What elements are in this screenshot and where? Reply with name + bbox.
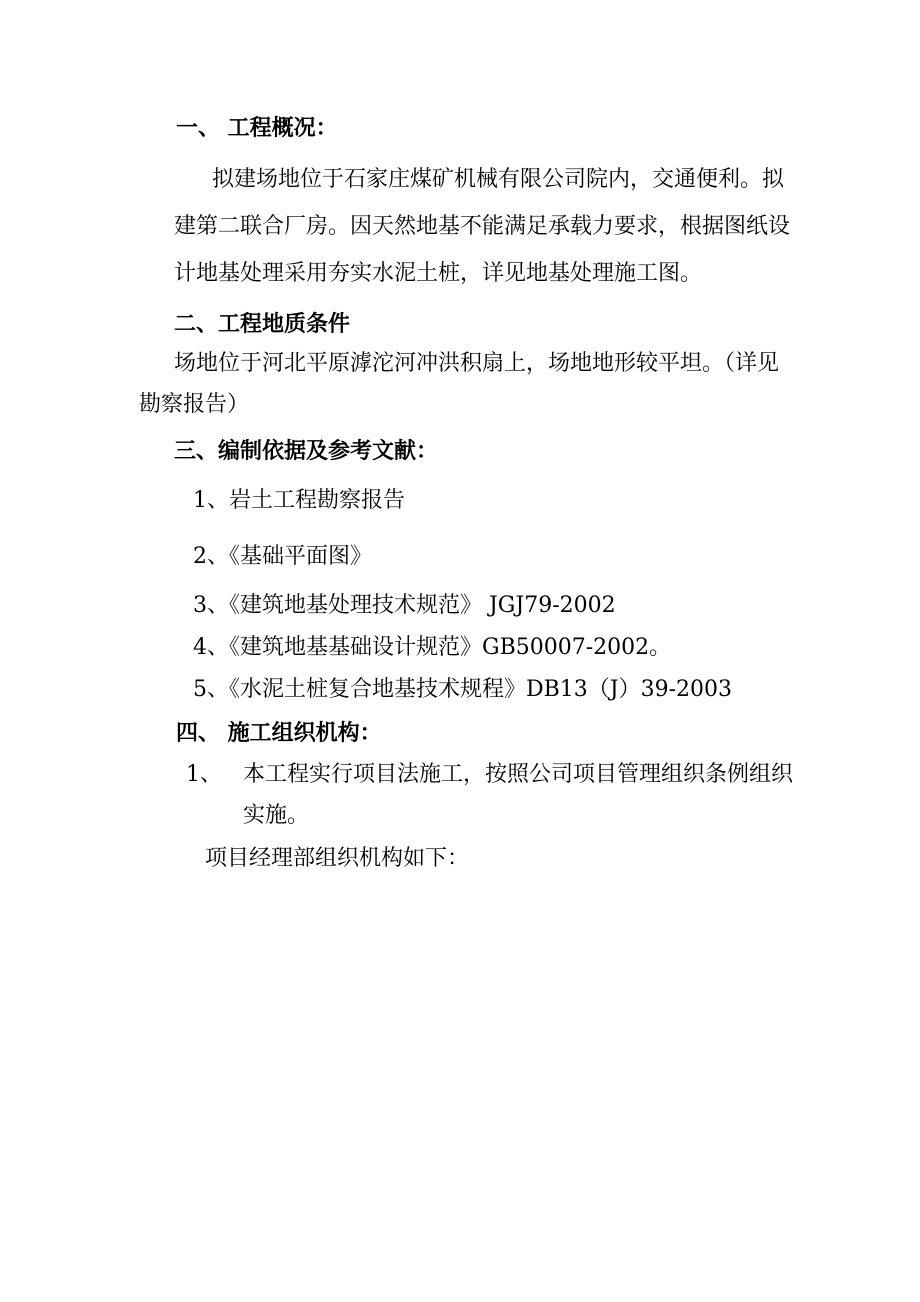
section-4-item-line-1: 本工程实行项目法施工，按照公司项目管理组织条例组织: [243, 762, 794, 787]
section-4-heading: 四、 施工组织机构：: [176, 720, 382, 746]
reference-item: 4、《建筑地基基础设计规范》GB50007-2002。: [193, 635, 672, 660]
section-2-paragraph-line-1: 场地位于河北平原滹沱河冲洪积扇上，场地地形较平坦。（详见: [174, 351, 780, 376]
section-2-paragraph-line-2: 勘察报告）: [139, 392, 250, 417]
section-4-item-number: 1、: [186, 762, 222, 787]
section-4-note: 项目经理部组织机构如下：: [205, 846, 470, 871]
section-1-heading: 一、 工程概况：: [176, 115, 338, 141]
reference-item: 2、《基础平面图》: [193, 544, 372, 569]
section-2-heading: 二、工程地质条件: [174, 311, 351, 337]
reference-item: 1、岩土工程勘察报告: [193, 488, 405, 513]
section-1-paragraph-line-3: 计地基处理采用夯实水泥土桩，详见地基处理施工图。: [174, 261, 703, 286]
section-1-paragraph-line-2: 建第二联合厂房。因天然地基不能满足承载力要求，根据图纸设: [174, 214, 791, 239]
section-4-item-line-2: 实施。: [243, 803, 310, 828]
section-1-paragraph-line-1: 拟建场地位于石家庄煤矿机械有限公司院内，交通便利。拟: [212, 167, 785, 192]
section-3-heading: 三、编制依据及参考文献：: [174, 438, 439, 464]
reference-item: 3、《建筑地基处理技术规范》 JGJ79-2002: [193, 593, 616, 618]
reference-item: 5、《水泥土桩复合地基技术规程》DB13（J）39-2003: [193, 677, 733, 702]
